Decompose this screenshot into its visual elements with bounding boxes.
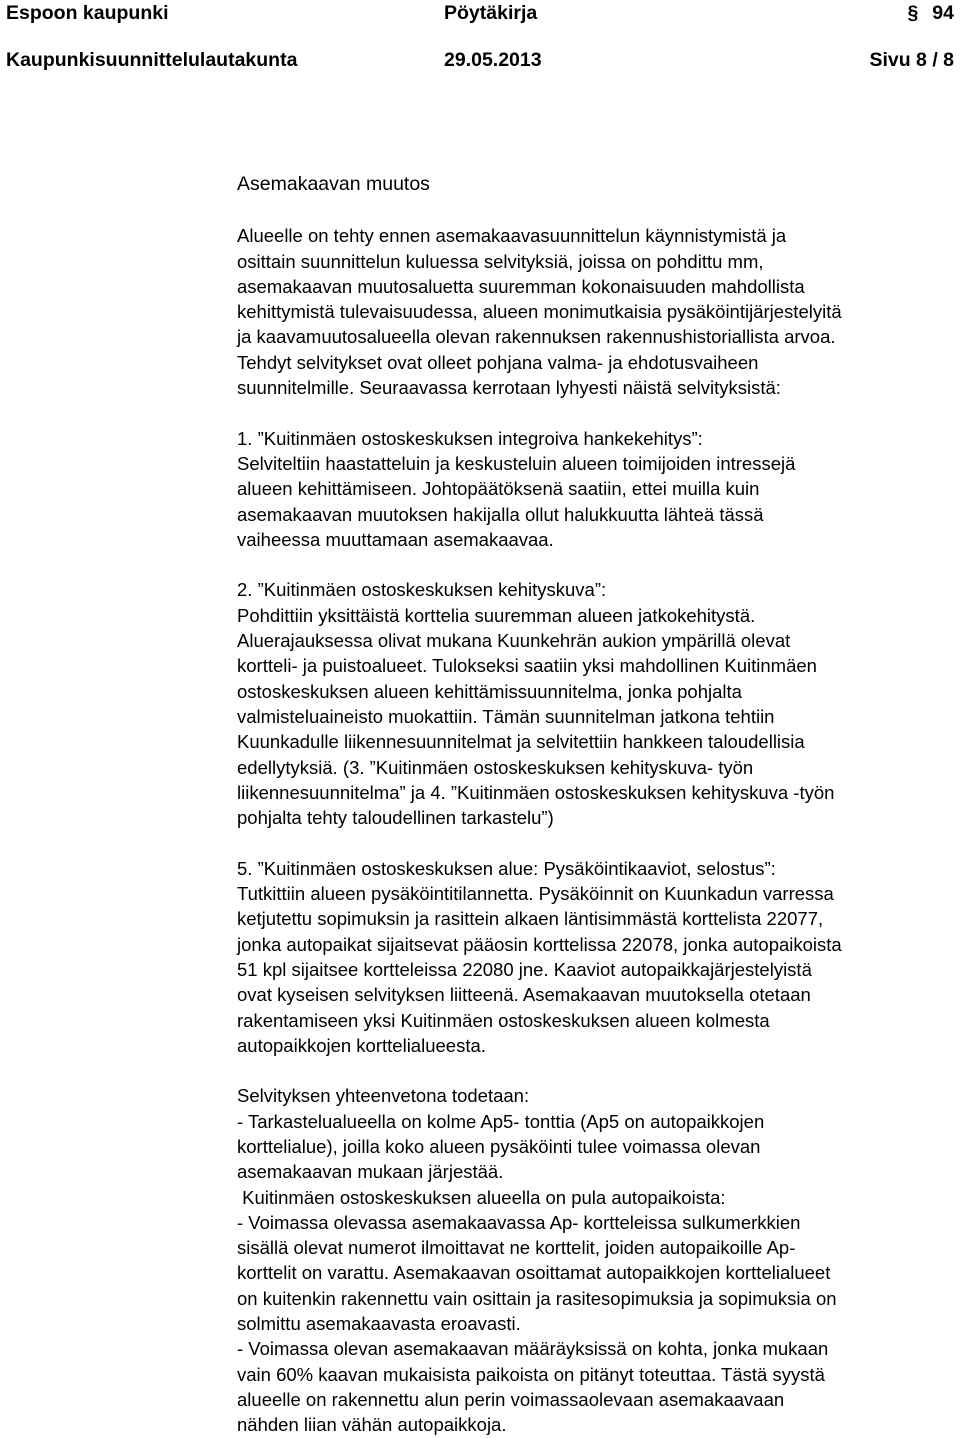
text-line: Tehdyt selvitykset ovat olleet pohjana valma- ja ehdotusvaiheen bbox=[237, 351, 759, 373]
text-line: korttelit on varattu. Asemakaavan osoittamat autopaikkojen korttelialueet bbox=[237, 1262, 831, 1284]
text-line: Aluerajauksessa olivat mukana Kuunkehrän aukion ympärillä olevat bbox=[237, 630, 791, 652]
text-line: Selviteltiin haastatteluin ja keskusteluin alueen toimijoiden intressejä bbox=[237, 452, 796, 474]
page-indicator: Sivu 8 / 8 bbox=[869, 49, 954, 71]
section-number: 94 bbox=[932, 2, 954, 24]
text-line: solmittu asemakaavasta eroavasti. bbox=[237, 1313, 521, 1335]
section-number-block bbox=[907, 0, 954, 26]
document-body bbox=[237, 172, 957, 1438]
text-line: Kuunkadulle liikennesuunnitelmat ja selvitettiin hankkeen taloudellisia bbox=[237, 731, 805, 753]
text-line: ostoskeskuksen alueen kehittämissuunnitelma, jonka pohjalta bbox=[237, 680, 742, 702]
text-line: - Voimassa olevassa asemakaavassa Ap- kortteleissa sulkumerkkien bbox=[237, 1211, 801, 1233]
text-line: valmisteluaineisto muokattiin. Tämän suunnitelman jatkona tehtiin bbox=[237, 705, 775, 727]
text-line: asemakaavan muutosaluetta suuremman kokonaisuuden mahdollista bbox=[237, 275, 805, 297]
text-line: osittain suunnittelun kuluessa selvityksiä, joissa on pohdittu mm, bbox=[237, 250, 764, 272]
document-type: Pöytäkirja bbox=[444, 2, 538, 24]
text-line: sisällä olevat numerot ilmoittavat ne korttelit, joiden autopaikoille Ap- bbox=[237, 1237, 796, 1259]
text-line: alueelle on rakennettu alun perin voimassaolevaan asemakaavaan bbox=[237, 1388, 785, 1410]
text-line: vain 60% kaavan mukaisista paikoista on pitänyt toteuttaa. Tästä syystä bbox=[237, 1363, 825, 1385]
text-line: asemakaavan muutoksen hakijalla ollut halukkuutta lähteä tässä bbox=[237, 503, 764, 525]
text-line: asemakaavan mukaan järjestää. bbox=[237, 1161, 504, 1183]
header-row-top bbox=[6, 0, 954, 26]
item-5-paragraph bbox=[237, 856, 957, 1058]
summary-title: Selvityksen yhteenvetona todetaan: bbox=[237, 1085, 530, 1107]
header-row-bottom bbox=[6, 47, 954, 73]
text-line: edellytyksiä. (3. ”Kuitinmäen ostoskeskuksen kehityskuva- työn bbox=[237, 756, 754, 778]
intro-paragraph bbox=[237, 223, 957, 400]
text-line: - Tarkastelualueella on kolme Ap5- tonttia (Ap5 on autopaikkojen bbox=[237, 1110, 765, 1132]
text-line: - Voimassa olevan asemakaavan määräyksissä on kohta, jonka mukaan bbox=[237, 1338, 829, 1360]
text-line: Alueelle on tehty ennen asemakaavasuunnittelun käynnistymistä ja bbox=[237, 225, 787, 247]
text-line: ketjutettu sopimuksin ja rasittein alkaen läntisimmästä korttelista 22077, bbox=[237, 908, 824, 930]
item-title: 2. ”Kuitinmäen ostoskeskuksen kehityskuva”: bbox=[237, 579, 607, 601]
text-line: pohjalta tehty taloudellinen tarkastelu”) bbox=[237, 807, 554, 829]
item-title: 5. ”Kuitinmäen ostoskeskuksen alue: Pysäköintikaaviot, selostus”: bbox=[237, 857, 776, 879]
item-2-paragraph bbox=[237, 577, 957, 830]
committee-name: Kaupunkisuunnittelulautakunta bbox=[6, 49, 298, 71]
meeting-date: 29.05.2013 bbox=[444, 49, 542, 71]
text-line: kehittymistä tulevaisuudessa, alueen monimutkaisia pysäköintijärjestelyitä bbox=[237, 301, 842, 323]
organization-name: Espoon kaupunki bbox=[6, 2, 169, 24]
text-line: ovat kyseisen selvityksen liitteenä. Asemakaavan muutoksella otetaan bbox=[237, 984, 811, 1006]
summary-paragraph bbox=[237, 1083, 957, 1437]
text-line: Tutkittiin alueen pysäköintitilannetta. Pysäköinnit on Kuunkadun varressa bbox=[237, 883, 834, 905]
text-line: Pohdittiin yksittäistä korttelia suuremman alueen jatkokehitystä. bbox=[237, 604, 756, 626]
text-line: ja kaavamuutosalueella olevan rakennuksen rakennushistoriallista arvoa. bbox=[237, 326, 836, 348]
text-line: rakentamiseen yksi Kuitinmäen ostoskeskuksen alueen kolmesta bbox=[237, 1009, 770, 1031]
text-line: suunnitelmille. Seuraavassa kerrotaan lyhyesti näistä selvityksistä: bbox=[237, 377, 781, 399]
text-line: liikennesuunnitelma” ja 4. ”Kuitinmäen ostoskeskuksen kehityskuva -työn bbox=[237, 781, 835, 803]
item-title: 1. ”Kuitinmäen ostoskeskuksen integroiva hankekehitys”: bbox=[237, 427, 703, 449]
text-line: on kuitenkin rakennettu vain osittain ja rasitesopimuksia ja sopimuksia on bbox=[237, 1287, 837, 1309]
section-sign-icon: § bbox=[907, 2, 919, 24]
text-line: 51 kpl sijaitsee kortteleissa 22080 jne. Kaaviot autopaikkajärjestelyistä bbox=[237, 958, 812, 980]
text-line: nähden liian vähän autopaikkoja. bbox=[237, 1414, 507, 1436]
text-line: alueen kehittämiseen. Johtopäätöksenä saatiin, ettei muilla kuin bbox=[237, 478, 760, 500]
text-line: kortteli- ja puistoalueet. Tulokseksi saatiin yksi mahdollinen Kuitinmäen bbox=[237, 655, 817, 677]
section-heading: Asemakaavan muutos bbox=[237, 173, 430, 195]
text-line: Kuitinmäen ostoskeskuksen alueella on pula autopaikoista: bbox=[237, 1186, 726, 1208]
text-line: autopaikkojen korttelialueesta. bbox=[237, 1034, 486, 1056]
item-1-paragraph bbox=[237, 426, 957, 552]
text-line: korttelialue), joilla koko alueen pysäköinti tulee voimassa olevan bbox=[237, 1135, 761, 1157]
text-line: vaiheessa muuttamaan asemakaavaa. bbox=[237, 528, 554, 550]
text-line: jonka autopaikat sijaitsevat pääosin korttelissa 22078, jonka autopaikoista bbox=[237, 933, 842, 955]
